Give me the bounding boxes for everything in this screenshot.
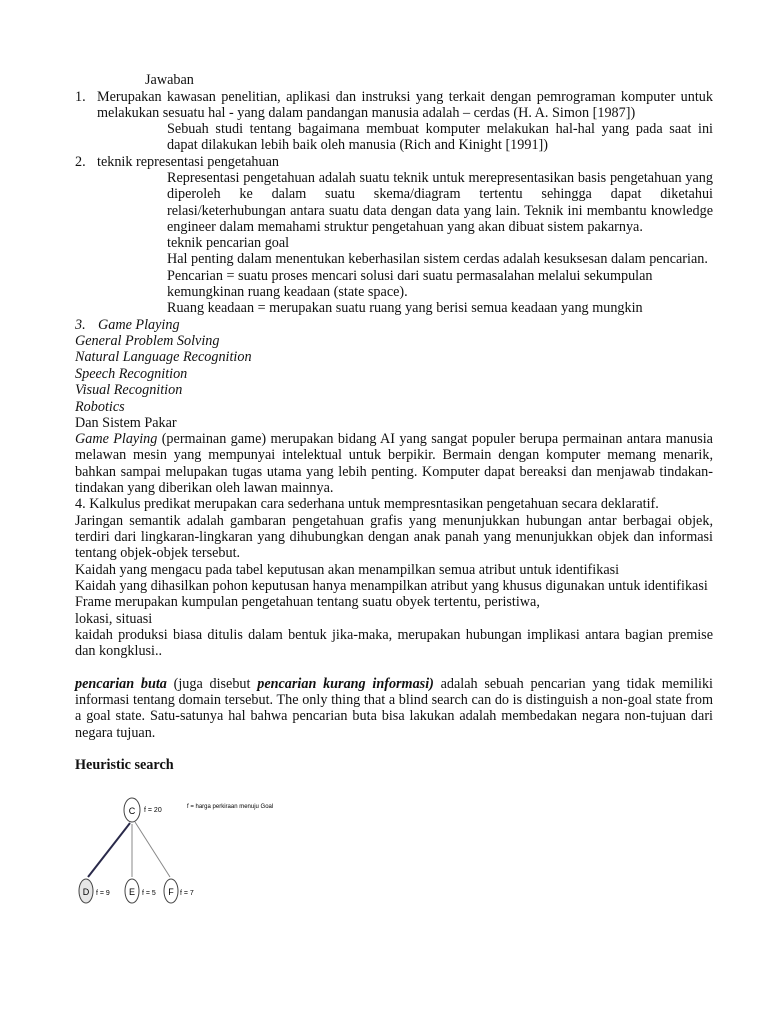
item-2-line-9: Ruang keadaan = merupakan suatu ruang yang berisi semua keadaan yang mungkin — [167, 300, 643, 316]
node-f-label: F — [168, 887, 174, 897]
node-f-f: f = 7 — [180, 890, 194, 897]
item-2-title: teknik representasi pengetahuan — [97, 154, 279, 170]
item-1-line-2: melakukan sesuatu hal - yang dalam pandangan manusia adalah – cerdas (H. A. Simon [1987]) — [97, 105, 636, 121]
node-d-label: D — [82, 887, 90, 897]
item-3-number: 3. — [75, 317, 86, 333]
edge-c-f — [135, 822, 170, 877]
blind-search-text-2: adalah sebuah pencarian yang tidak memiliki — [433, 676, 713, 692]
heuristic-search-heading: Heuristic search — [75, 757, 174, 773]
item-3-line-3: Natural Language Recognition — [75, 349, 252, 365]
node-c-label: C — [128, 806, 136, 816]
item-4-line-3: terdiri dari lingkaran-lingkaran yang dihubungkan dengan anak panah yang menunjukkan objek dan informasi — [75, 529, 713, 545]
item-2-line-4: engineer dalam memahami struktur pengetahuan yang akan dibuat sistem pakarnya. — [167, 219, 643, 235]
item-3-line-7: Dan Sistem Pakar — [75, 415, 177, 431]
item-3-line-11: tindakan yang diberikan oleh lawan mainnya. — [75, 480, 334, 496]
item-2-line-2: diperoleh ke dalam suatu skema/diagram tertentu sehingga dapat diketahui — [167, 186, 713, 202]
item-1-line-3: Sebuah studi tentang bagaimana membuat komputer melakukan hal-hal yang pada saat ini — [167, 121, 713, 137]
item-1-number: 1. — [75, 89, 86, 105]
f-legend: f = harga perkiraan menuju Goal — [187, 804, 274, 810]
item-3-line-2: General Problem Solving — [75, 333, 220, 349]
node-c-f: f = 20 — [144, 807, 162, 814]
item-4-line-9: kaidah produksi biasa ditulis dalam bentuk jika-maka, merupakan hubungan implikasi antara bagian premise — [75, 627, 713, 643]
item-2-line-1: Representasi pengetahuan adalah suatu teknik untuk merepresentasikan basis pengetahuan yang — [167, 170, 713, 186]
game-playing-desc: (permainan game) merupakan bidang AI yang sangat populer berupa permainan antara manusia — [157, 431, 713, 447]
game-playing-term: Game Playing — [75, 431, 158, 447]
node-d-f: f = 9 — [96, 890, 110, 897]
item-2-line-6: Hal penting dalam menentukan keberhasilan sistem cerdas adalah kesuksesan dalam pencarian. — [167, 251, 708, 267]
item-1-line-1: Merupakan kawasan penelitian, aplikasi dan instruksi yang terkait dengan pemrograman komputer untuk — [97, 89, 713, 105]
tree-edges — [88, 822, 170, 877]
blind-search-term: pencarian buta — [75, 676, 167, 692]
item-3-line-10: bahkan sampai melupakan tugas utama yang lebih penting. Komputer dapat bereaksi dan menjawab tindakan- — [75, 464, 713, 480]
item-2-line-3: relasi/keterhubungan antara suatu data dengan data yang lain. Teknik ini membantu knowledge — [167, 203, 713, 219]
item-2-line-5: teknik pencarian goal — [167, 235, 290, 251]
item-3-line-5: Visual Recognition — [75, 382, 183, 398]
item-4-line-5: Kaidah yang mengacu pada tabel keputusan akan menampilkan semua atribut untuk identifikasi — [75, 562, 620, 578]
blind-search-line-3: a goal state. Satu-satunya hal bahwa pencarian buta bisa lakukan adalah membedakan negara non-tujuan dari — [75, 708, 713, 724]
item-4-line-4: tentang objek-objek tersebut. — [75, 545, 241, 561]
item-1-line-4: dapat dilakukan lebih baik oleh manusia (Rich and Kinight [1991]) — [167, 137, 548, 153]
item-3-line-6: Robotics — [75, 399, 125, 415]
item-4-line-6: Kaidah yang dihasilkan pohon keputusan hanya menampilkan atribut yang khusus digunakan untuk identifikasi — [75, 578, 708, 594]
item-2-line-8: kemungkinan ruang keadaan (state space). — [167, 284, 408, 300]
item-3-line-8 — [75, 431, 713, 448]
item-4-line-8: lokasi, situasi — [75, 611, 153, 627]
item-3-line-1: Game Playing — [98, 317, 180, 333]
edge-c-d — [88, 823, 130, 877]
item-2-line-7: Pencarian = suatu proses mencari solusi dari suatu permasalahan melalui sekumpulan — [167, 268, 653, 284]
uninformed-search-term: pencarian kurang informasi) — [257, 676, 434, 692]
item-3-line-4: Speech Recognition — [75, 366, 188, 382]
item-2-number: 2. — [75, 154, 86, 170]
node-e-f: f = 5 — [142, 890, 156, 897]
blind-search-line-2: informasi tentang domain tersebut. The only thing that a blind search can do is distinguish a non-goal state from — [75, 692, 713, 708]
blind-search-line-1 — [75, 676, 713, 693]
blind-search-line-4: negara tujuan. — [75, 725, 156, 741]
blind-search-text-1: (juga disebut — [166, 676, 258, 692]
node-e-label: E — [128, 887, 136, 897]
item-4-line-7: Frame merupakan kumpulan pengetahuan tentang suatu obyek tertentu, peristiwa, — [75, 594, 540, 610]
item-4-line-2: Jaringan semantik adalah gambaran pengetahuan grafis yang menunjukkan hubungan antar berbagai objek, — [75, 513, 713, 529]
answer-heading: Jawaban — [145, 72, 194, 88]
heuristic-search-tree — [70, 785, 310, 915]
item-3-line-9: melawan mesin yang mempunyai intelektual untuk berpikir. Bermain dengan komputer memang menarik, — [75, 447, 713, 463]
item-4-line-1: 4. Kalkulus predikat merupakan cara sederhana untuk mempresntasikan pengetahuan secara deklaratif. — [75, 496, 659, 512]
item-4-line-10: dan kongklusi.. — [75, 643, 163, 659]
